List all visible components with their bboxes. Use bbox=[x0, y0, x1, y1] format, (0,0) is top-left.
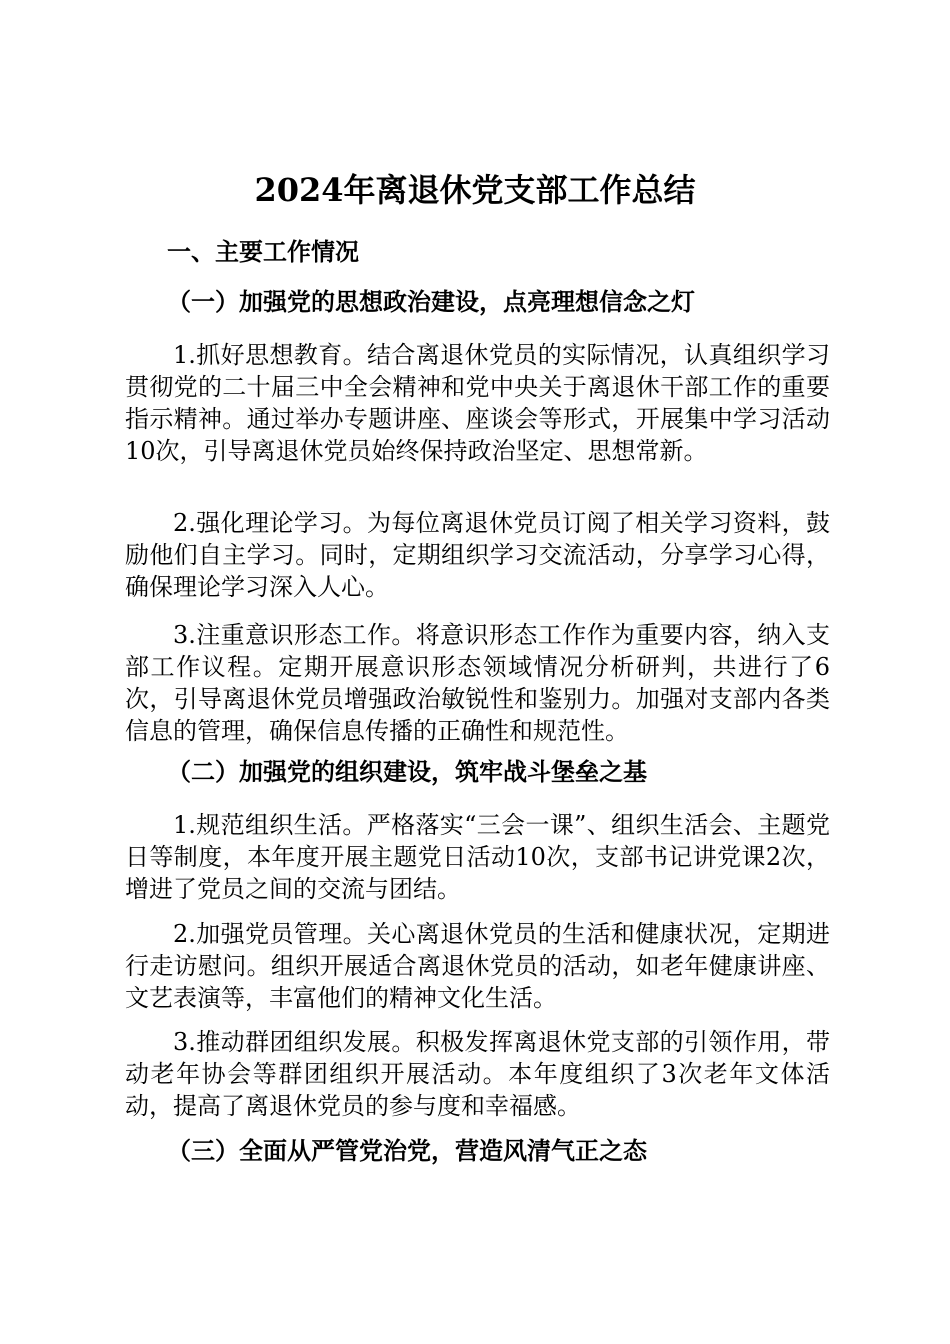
paragraph-ideology-3: 3.注重意识形态工作。将意识形态工作作为重要内容，纳入支部工作议程。定期开展意识形态领域情况分析研判，共进行了6次，引导离退休党员增强政治敏锐性和鉴别力。加强对支部内各类信息的管理，确保信息传播的正确性和规范性。 bbox=[125, 621, 830, 745]
paragraph-ideology-1: 1.抓好思想教育。结合离退休党员的实际情况，认真组织学习贯彻党的二十届三中全会精神和党中央关于离退休干部工作的重要指示精神。通过举办专题讲座、座谈会等形式，开展集中学习活动10次，引导离退休党员始终保持政治坚定、思想常新。 bbox=[125, 341, 830, 465]
paragraph-organization-1: 1.规范组织生活。严格落实“三会一课”、组织生活会、主题党日等制度，本年度开展主题党日活动10次，支部书记讲党课2次，增进了党员之间的交流与团结。 bbox=[125, 811, 830, 903]
paragraph-ideology-2: 2.强化理论学习。为每位离退休党员订阅了相关学习资料，鼓励他们自主学习。同时，定期组织学习交流活动，分享学习心得，确保理论学习深入人心。 bbox=[125, 509, 830, 601]
paragraph-organization-2: 2.加强党员管理。关心离退休党员的生活和健康状况，定期进行走访慰问。组织开展适合离退休党员的活动，如老年健康讲座、文艺表演等，丰富他们的精神文化生活。 bbox=[125, 920, 830, 1012]
document-title: 2024年离退休党支部工作总结 bbox=[254, 171, 696, 209]
subsection-heading-organization: （二）加强党的组织建设，筑牢战斗堡垒之基 bbox=[167, 758, 647, 786]
paragraph-organization-3: 3.推动群团组织发展。积极发挥离退休党支部的引领作用，带动老年协会等群团组织开展活动。本年度组织了3次老年文体活动，提高了离退休党员的参与度和幸福感。 bbox=[125, 1028, 830, 1120]
section-heading-main-work: 一、主要工作情况 bbox=[167, 238, 359, 266]
subsection-heading-discipline: （三）全面从严管党治党，营造风清气正之态 bbox=[167, 1137, 647, 1165]
subsection-heading-ideology: （一）加强党的思想政治建设，点亮理想信念之灯 bbox=[167, 288, 695, 316]
